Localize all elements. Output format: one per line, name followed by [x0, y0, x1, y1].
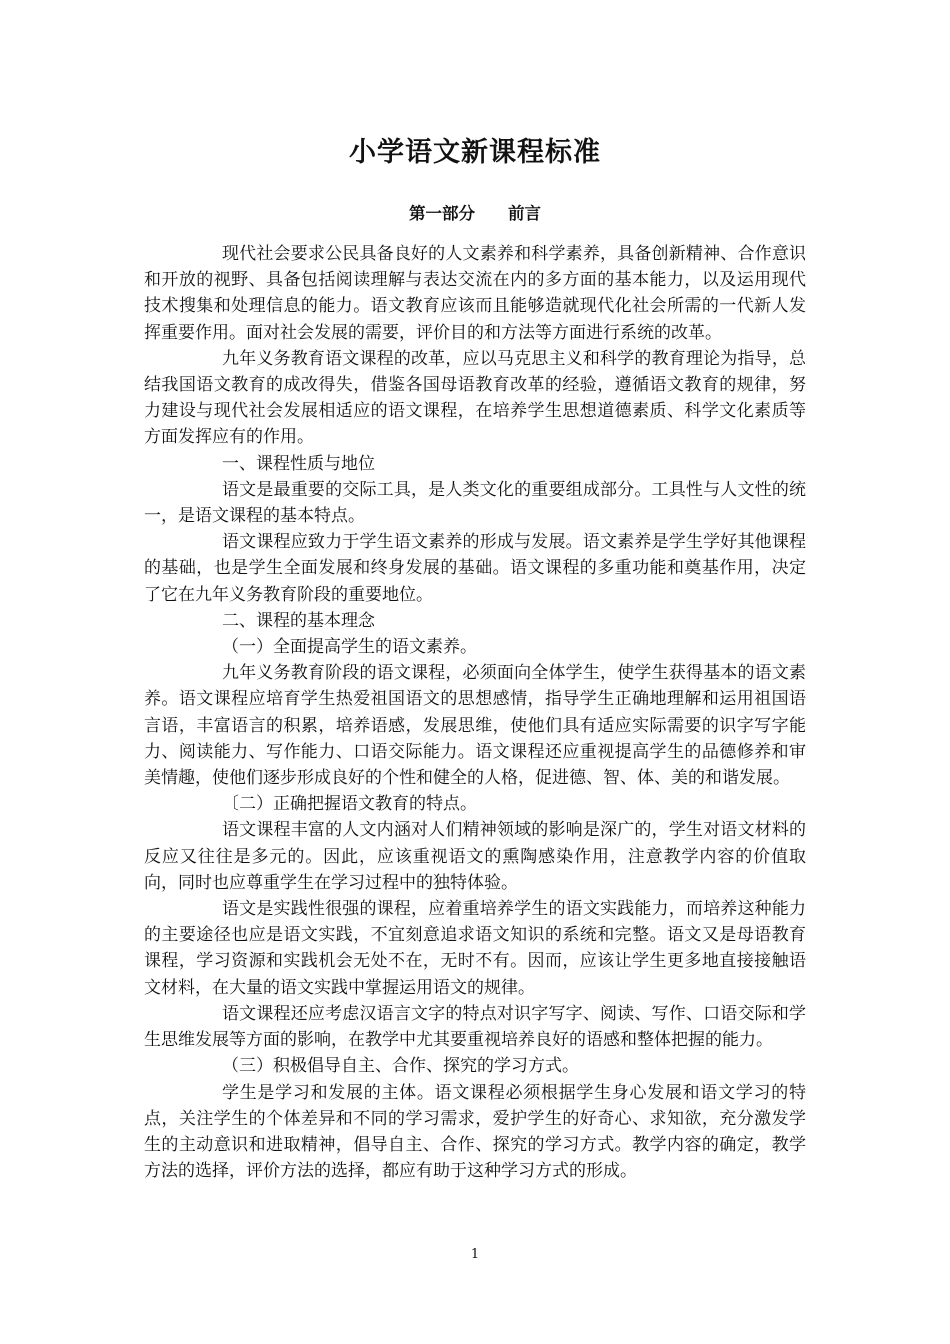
item-heading: （三）积极倡导自主、合作、探究的学习方式。 [222, 1056, 579, 1077]
document-title: 小学语文新课程标准 [349, 137, 601, 168]
paragraph: 语文是最重要的交际工具，是人类文化的重要组成部分。工具性与人文性的统一，是语文课程的基本特点。 [144, 479, 806, 527]
paragraph: 学生是学习和发展的主体。语文课程必须根据学生身心发展和语文学习的特点，关注学生的个体差异和不同的学习需求，爱护学生的好奇心、求知欲，充分激发学生的主动意识和进取精神，倡导自主、合作、探究的学习方式。教学内容的确定，教学方法的选择，评价方法的选择，都应有助于这种学习方式的形成。 [144, 1082, 806, 1182]
paragraph: 语文是实践性很强的课程，应着重培养学生的语文实践能力，而培养这种能力的主要途径也应是语文实践，不宜刻意追求语文知识的系统和完整。语文又是母语教育课程，学习资源和实践机会无处不在，无时不有。因而，应该让学生更多地直接接触语文材料，在大量的语文实践中掌握运用语文的规律。 [144, 899, 806, 998]
page-number: 1 [470, 1247, 480, 1262]
paragraph: 语文课程丰富的人文内涵对人们精神领域的影响是深广的，学生对语文材料的反应又往往是多元的。因此，应该重视语文的熏陶感染作用，注意教学内容的价值取向，同时也应尊重学生在学习过程中的独特体验。 [144, 820, 806, 893]
section-subheading: 一、课程性质与地位 [222, 453, 375, 474]
section-subheading: 二、课程的基本理念 [222, 610, 375, 631]
item-heading: （一）全面提高学生的语文素养。 [222, 637, 477, 658]
paragraph: 九年义务教育语文课程的改革，应以马克思主义和科学的教育理论为指导，总结我国语文教育的成改得失，借鉴各国母语教育改革的经验，遵循语文教育的规律，努力建设与现代社会发展相适应的语文课程，在培养学生思想道德素质、科学文化素质等方面发挥应有的作用。 [144, 348, 806, 448]
paragraph: 九年义务教育阶段的语文课程，必须面向全体学生，使学生获得基本的语文素养。语文课程应培育学生热爱祖国语文的思想感情，指导学生正确地理解和运用祖国语言语，丰富语言的积累，培养语感，发展思维，使他们具有适应实际需要的识字写字能力、阅读能力、写作能力、口语交际能力。语文课程还应重视提高学生的品德修养和审美情趣，使他们逐步形成良好的个性和健全的人格，促进德、智、体、美的和谐发展。 [144, 663, 806, 789]
document-body [144, 241, 806, 1184]
paragraph: 语文课程还应考虑汉语言文字的特点对识字写字、阅读、写作、口语交际和学生思维发展等方面的影响，在教学中尤其要重视培养良好的语感和整体把握的能力。 [144, 1003, 806, 1051]
item-heading: 〔二）正确把握语文教育的特点。 [222, 794, 477, 815]
section-heading: 第一部分 前言 [409, 204, 541, 223]
paragraph: 现代社会要求公民具备良好的人文素养和科学素养，具备创新精神、合作意识和开放的视野、具备包括阅读理解与表达交流在内的多方面的基本能力，以及运用现代技术搜集和处理信息的能力。语文教育应该而且能够造就现代化社会所需的一代新人发挥重要作用。面对社会发展的需要，评价目的和方法等方面进行系统的改革。 [144, 244, 806, 343]
paragraph: 语文课程应致力于学生语文素养的形成与发展。语文素养是学生学好其他课程的基础，也是学生全面发展和终身发展的基础。语文课程的多重功能和奠基作用，决定了它在九年义务教育阶段的重要地位。 [144, 532, 806, 605]
